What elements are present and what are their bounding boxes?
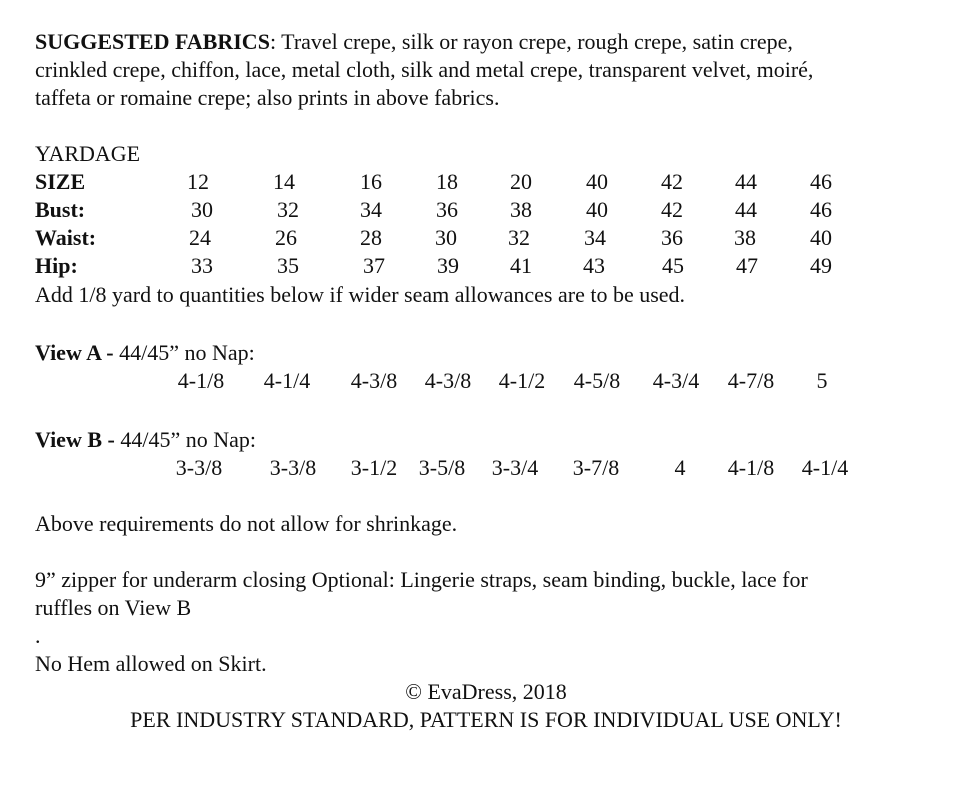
view-a-desc: 44/45” no Nap: xyxy=(119,340,255,365)
view-a-value: 5 xyxy=(816,368,828,393)
view-a-value: 4-1/8 xyxy=(177,368,225,393)
hip-value: 33 xyxy=(191,253,213,278)
size-value: 40 xyxy=(586,169,608,194)
size-value: 12 xyxy=(187,169,209,194)
waist-value: 24 xyxy=(189,225,211,250)
bust-value: 46 xyxy=(810,197,832,222)
waist-value: 34 xyxy=(584,225,606,250)
view-b-value: 4 xyxy=(674,455,686,480)
fabrics-heading: SUGGESTED FABRICS xyxy=(35,29,270,54)
hip-label: Hip: xyxy=(35,253,78,278)
notions-dot: . xyxy=(35,623,41,648)
view-b-label: View B - xyxy=(35,427,121,452)
waist-value: 28 xyxy=(360,225,382,250)
view-b-desc: 44/45” no Nap: xyxy=(120,427,256,452)
view-b-value: 3-3/8 xyxy=(175,455,223,480)
view-a-value: 4-3/8 xyxy=(350,368,398,393)
bust-label: Bust: xyxy=(35,197,86,222)
hip-value: 47 xyxy=(736,253,758,278)
hip-value: 41 xyxy=(510,253,532,278)
hip-value: 49 xyxy=(810,253,832,278)
yardage-title: YARDAGE xyxy=(35,141,141,166)
waist-label: Waist: xyxy=(35,225,97,250)
hem-note: No Hem allowed on Skirt. xyxy=(35,651,267,676)
fabrics-text: : Travel crepe, silk or rayon crepe, rough crepe, satin crepe, xyxy=(269,29,793,54)
hip-value: 37 xyxy=(363,253,385,278)
bust-value: 42 xyxy=(661,197,683,222)
bust-value: 44 xyxy=(735,197,757,222)
view-a-value: 4-3/8 xyxy=(424,368,472,393)
fabrics-line-3: taffeta or romaine crepe; also prints in above fabrics. xyxy=(35,85,500,110)
hip-value: 45 xyxy=(662,253,684,278)
size-value: 46 xyxy=(810,169,832,194)
fabrics-line-2: crinkled crepe, chiffon, lace, metal cloth, silk and metal crepe, transparent velvet, moiré, xyxy=(35,57,814,82)
notions-line-2: ruffles on View B xyxy=(35,595,192,620)
view-b-value: 4-1/8 xyxy=(727,455,775,480)
size-value: 14 xyxy=(273,169,295,194)
view-b-value: 3-3/4 xyxy=(491,455,539,480)
bust-value: 30 xyxy=(191,197,213,222)
hip-value: 39 xyxy=(437,253,459,278)
view-b-heading xyxy=(35,426,256,454)
view-a-value: 4-5/8 xyxy=(573,368,621,393)
hip-value: 43 xyxy=(583,253,605,278)
view-b-value: 3-3/8 xyxy=(269,455,317,480)
bust-value: 36 xyxy=(436,197,458,222)
bust-value: 34 xyxy=(360,197,382,222)
view-a-value: 4-1/4 xyxy=(263,368,311,393)
bust-value: 32 xyxy=(277,197,299,222)
copyright: © EvaDress, 2018 xyxy=(405,679,567,704)
waist-value: 38 xyxy=(734,225,756,250)
disclaimer: PER INDUSTRY STANDARD, PATTERN IS FOR INDIVIDUAL USE ONLY! xyxy=(130,707,842,732)
view-a-value: 4-1/2 xyxy=(498,368,546,393)
size-value: 44 xyxy=(735,169,757,194)
bust-value: 38 xyxy=(510,197,532,222)
view-a-label: View A - xyxy=(35,340,120,365)
view-a-heading xyxy=(35,339,255,367)
hip-value: 35 xyxy=(277,253,299,278)
waist-value: 26 xyxy=(275,225,297,250)
size-value: 42 xyxy=(661,169,683,194)
waist-value: 40 xyxy=(810,225,832,250)
waist-value: 30 xyxy=(435,225,457,250)
shrinkage-note: Above requirements do not allow for shrinkage. xyxy=(35,511,458,536)
waist-value: 32 xyxy=(508,225,530,250)
bust-value: 40 xyxy=(586,197,608,222)
view-b-value: 3-1/2 xyxy=(350,455,398,480)
fabrics-line-1 xyxy=(35,28,793,56)
view-b-value: 4-1/4 xyxy=(801,455,849,480)
size-label: SIZE xyxy=(35,169,86,194)
size-value: 16 xyxy=(360,169,382,194)
view-b-value: 3-7/8 xyxy=(572,455,620,480)
notions-line-1: 9” zipper for underarm closing Optional: Lingerie straps, seam binding, buckle, lace for xyxy=(35,567,808,592)
size-value: 18 xyxy=(436,169,458,194)
size-value: 20 xyxy=(510,169,532,194)
view-b-value: 3-5/8 xyxy=(418,455,466,480)
seam-allowance-note: Add 1/8 yard to quantities below if wider seam allowances are to be used. xyxy=(35,282,686,307)
view-a-value: 4-3/4 xyxy=(652,368,700,393)
view-a-value: 4-7/8 xyxy=(727,368,775,393)
waist-value: 36 xyxy=(661,225,683,250)
